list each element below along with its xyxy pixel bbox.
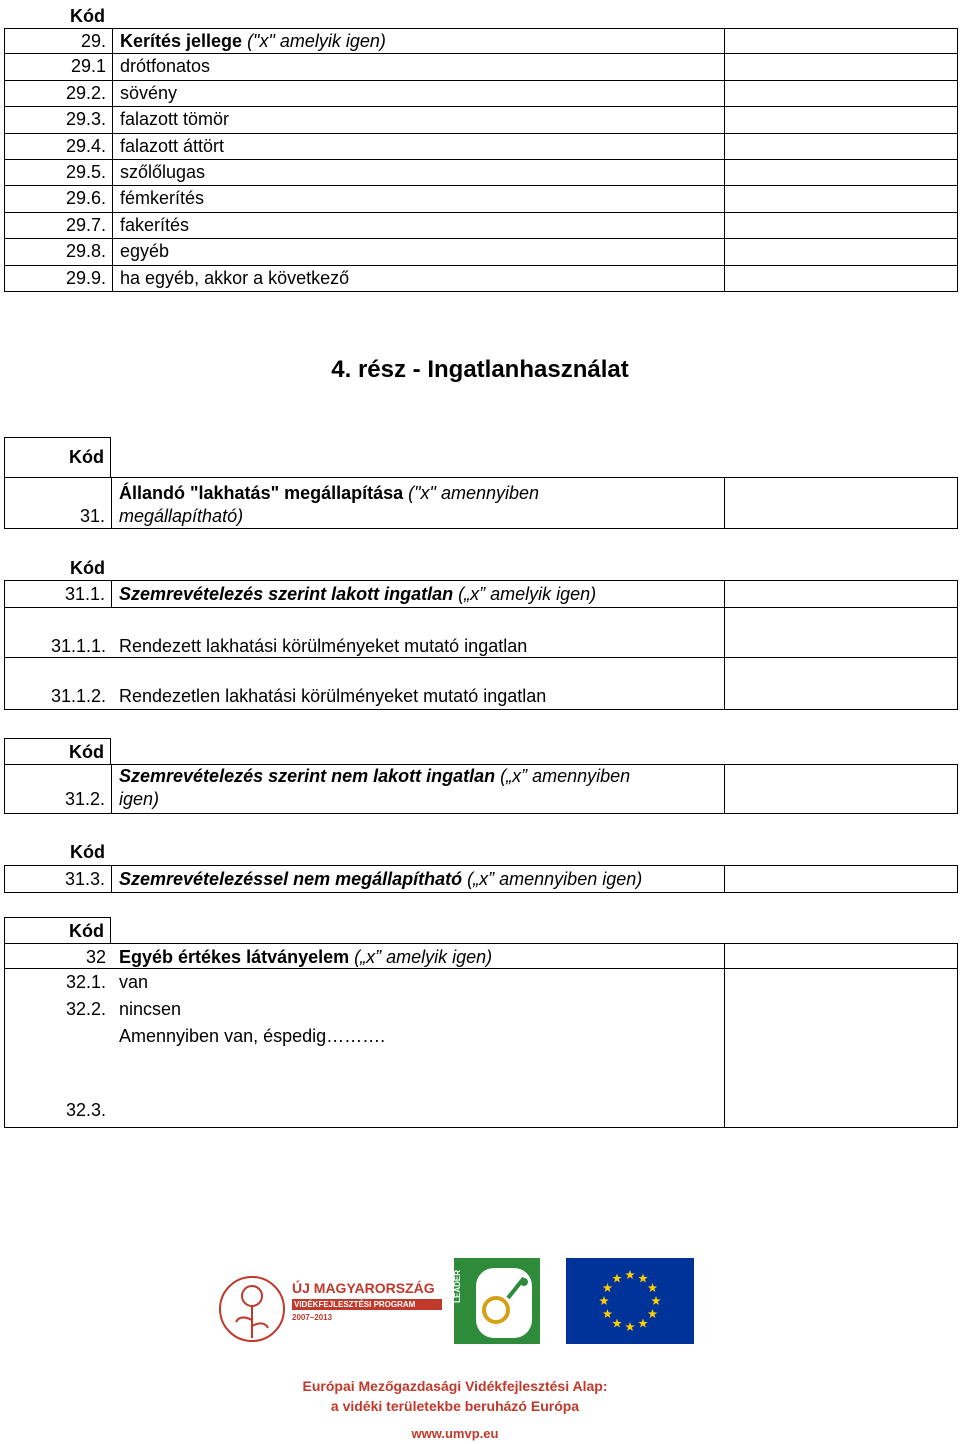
row-text-bold: Egyéb értékes látványelem <box>119 947 350 967</box>
value-cell[interactable] <box>725 1022 957 1127</box>
table-row <box>4 658 958 710</box>
block-31-1 <box>4 554 958 710</box>
row-text-label: ha egyéb, akkor a következő <box>120 267 350 288</box>
block-31 <box>4 437 958 529</box>
row-text <box>112 54 725 79</box>
table-row <box>4 28 958 54</box>
row-code: 29.5. <box>65 161 106 182</box>
row-text <box>112 969 725 995</box>
sponsor-logos <box>0 1250 960 1444</box>
table-row <box>4 996 958 1022</box>
row-text-label: Kerítés jellege <box>120 31 243 51</box>
row-text-note: ("x" amelyik igen) <box>242 31 386 51</box>
value-cell[interactable] <box>725 266 957 291</box>
value-cell[interactable] <box>725 134 957 159</box>
row-code: 31.1. <box>5 581 112 607</box>
row-text: Rendezetlen lakhatási körülményeket mutató ingatlan <box>112 658 725 709</box>
row-code: 31.1.1. <box>50 636 106 656</box>
value-cell[interactable] <box>725 213 957 238</box>
value-cell[interactable] <box>725 765 957 813</box>
row-text <box>112 266 725 291</box>
row-text-bold: Állandó "lakhatás" megállapítása <box>119 483 404 503</box>
table-row <box>4 107 958 133</box>
value-cell[interactable] <box>725 969 957 995</box>
leader-logo <box>454 1258 540 1344</box>
row-code: 32.3. <box>65 1100 106 1121</box>
row-text <box>112 134 725 159</box>
block-31-3 <box>4 839 958 893</box>
table-row <box>4 213 958 239</box>
row-code: 31.2. <box>5 765 112 813</box>
row-text <box>112 239 725 264</box>
table-row <box>4 943 958 969</box>
fence-type-table <box>4 2 958 292</box>
fence-rows <box>4 28 958 292</box>
table-header-row <box>4 839 958 865</box>
row-text-label: drótfonatos <box>120 56 211 77</box>
table-row <box>4 969 958 995</box>
code-header: Kód <box>70 558 105 578</box>
value-cell[interactable] <box>725 944 957 968</box>
row-text-label: fakerítés <box>120 214 190 235</box>
row-text: Rendezett lakhatási körülményeket mutató ingatlan <box>112 608 725 657</box>
row-text <box>112 29 725 53</box>
umvp-line2: VIDÉKFEJLESZTÉSI PROGRAM <box>292 1299 442 1310</box>
row-text-label: egyéb <box>120 241 170 262</box>
row-code: 29.2. <box>65 82 106 103</box>
row-text-label: van <box>119 972 149 993</box>
code-header: Kód <box>4 738 111 764</box>
row-text <box>112 186 725 211</box>
table-header-row <box>4 917 958 943</box>
row-code: 29.1 <box>70 56 106 77</box>
row-text <box>112 765 725 813</box>
row-code: 31.3. <box>5 866 112 892</box>
table-row <box>4 477 958 529</box>
table-row <box>4 266 958 292</box>
row-text <box>112 81 725 106</box>
table-header-row <box>4 554 958 580</box>
row-text-note: („x” amennyiben igen) <box>462 869 643 889</box>
table-row <box>4 186 958 212</box>
row-text-label: falazott áttört <box>120 135 225 156</box>
row-text <box>112 478 725 528</box>
row-text-label: sövény <box>120 82 178 103</box>
block-32 <box>4 917 958 1128</box>
row-text-note-2: igen) <box>119 789 160 809</box>
row-text-label: fémkerítés <box>120 188 205 209</box>
value-cell[interactable] <box>725 996 957 1022</box>
table-row <box>4 81 958 107</box>
code-header: Kód <box>4 917 111 943</box>
umvp-line3: 2007–2013 <box>292 1313 333 1322</box>
row-code: 32.2. <box>65 998 106 1019</box>
block-31-2 <box>4 738 958 814</box>
leader-text: LEADER <box>453 1270 462 1303</box>
eu-flag <box>566 1258 694 1344</box>
row-code: 32 <box>85 947 106 967</box>
row-text <box>112 107 725 132</box>
row-code: 29.3. <box>65 109 106 130</box>
table-row <box>4 160 958 186</box>
value-cell[interactable] <box>725 658 957 709</box>
value-cell[interactable] <box>725 160 957 185</box>
umvp-text-logo <box>292 1280 442 1322</box>
code-header: Kód <box>70 6 105 26</box>
footer-line2: a vidéki területekbe beruházó Európa <box>330 1398 580 1414</box>
value-cell[interactable] <box>725 81 957 106</box>
row-text <box>112 944 725 968</box>
table-row <box>4 865 958 893</box>
row-code: 29.8. <box>65 241 106 262</box>
table-row <box>4 608 958 658</box>
row-text-bold: Szemrevételezés szerint lakott ingatlan <box>119 584 454 604</box>
table-header-row <box>4 2 958 28</box>
value-cell[interactable] <box>725 581 957 607</box>
row-text: Amennyiben van, éspedig………. <box>112 1022 725 1127</box>
footer-line1: Európai Mezőgazdasági Vidékfejlesztési Alap: <box>302 1378 608 1394</box>
table-header-row <box>4 437 958 477</box>
code-header: Kód <box>4 437 111 477</box>
value-cell[interactable] <box>725 107 957 132</box>
code-header: Kód <box>70 842 105 862</box>
table-row <box>4 764 958 814</box>
part-title: 4. rész - Ingatlanhasználat <box>331 356 629 383</box>
row-text-label: falazott tömör <box>120 109 230 130</box>
umvp-line1: ÚJ MAGYARORSZÁG <box>292 1280 435 1296</box>
row-text <box>112 996 725 1022</box>
value-cell[interactable] <box>725 608 957 657</box>
row-text-bold: Szemrevételezés szerint nem lakott ingatlan <box>119 766 496 786</box>
row-code: 29.7. <box>65 214 106 235</box>
row-code: 31. <box>5 478 112 528</box>
row-text-note: („x” amelyik igen) <box>349 947 493 967</box>
row-code: 29.6. <box>65 188 106 209</box>
row-code: 29.4. <box>65 135 106 156</box>
row-text-label: nincsen <box>119 998 182 1019</box>
footer-link[interactable]: www.umvp.eu <box>411 1426 499 1441</box>
row-text-label: szőlőlugas <box>120 161 206 182</box>
row-text <box>112 160 725 185</box>
table-row <box>4 239 958 265</box>
row-text-note: („x” amelyik igen) <box>453 584 597 604</box>
value-cell[interactable] <box>725 866 957 892</box>
row-text-note: ("x" amennyiben <box>403 483 540 503</box>
row-code: 31.1.2. <box>50 686 106 706</box>
row-text <box>112 213 725 238</box>
row-text <box>112 581 725 607</box>
table-row <box>4 54 958 80</box>
table-row <box>4 580 958 608</box>
row-code: 29. <box>80 31 106 51</box>
row-text-note: („x” amennyiben <box>495 766 631 786</box>
row-text <box>112 866 725 892</box>
value-cell[interactable] <box>725 29 957 53</box>
table-header-row <box>4 738 958 764</box>
row-code: 32.1. <box>65 972 106 993</box>
value-cell[interactable] <box>725 478 957 528</box>
value-cell[interactable] <box>725 54 957 79</box>
row-text-note-2: megállapítható) <box>119 506 244 526</box>
block-32-rows <box>4 943 958 1022</box>
value-cell[interactable] <box>725 239 957 264</box>
umvp-rose-logo <box>214 1264 294 1354</box>
row-code: 29.9. <box>65 267 106 288</box>
row-text-bold: Szemrevételezéssel nem megállapítható <box>119 869 463 889</box>
value-cell[interactable] <box>725 186 957 211</box>
table-row <box>4 134 958 160</box>
table-row <box>4 1022 958 1128</box>
